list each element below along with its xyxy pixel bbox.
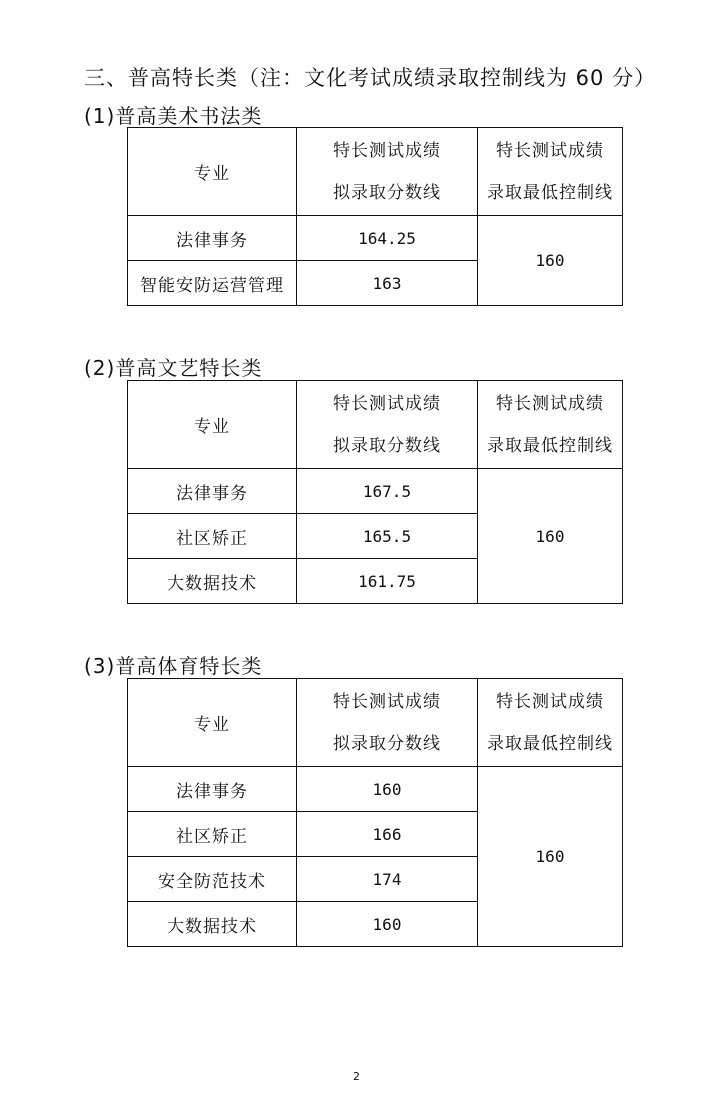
header-min-control-line1: 特长测试成绩 xyxy=(496,140,604,161)
score-cell: 165.5 xyxy=(297,514,478,559)
page-number: 2 xyxy=(353,1070,360,1083)
performing-arts-table xyxy=(127,380,623,604)
header-min-control-line1: 特长测试成绩 xyxy=(496,393,604,414)
header-admission-score-line1: 特长测试成绩 xyxy=(333,140,441,161)
header-min-control-line2: 录取最低控制线 xyxy=(487,182,613,203)
table-row xyxy=(128,216,623,261)
header-admission-score-line2: 拟录取分数线 xyxy=(333,435,441,456)
score-cell: 167.5 xyxy=(297,469,478,514)
header-admission-score-line2: 拟录取分数线 xyxy=(333,182,441,203)
section-1-title: (1)普高美术书法类 xyxy=(84,104,263,128)
major-cell: 大数据技术 xyxy=(128,559,297,604)
section-heading: 三、普高特长类（注：文化考试成绩录取控制线为 60 分） xyxy=(84,66,657,90)
score-cell: 174 xyxy=(297,857,478,902)
major-cell: 法律事务 xyxy=(128,469,297,514)
major-cell: 社区矫正 xyxy=(128,812,297,857)
sports-table xyxy=(127,678,623,947)
header-min-control-line xyxy=(478,381,623,469)
major-cell: 大数据技术 xyxy=(128,902,297,947)
section-3-title: (3)普高体育特长类 xyxy=(84,654,263,678)
score-cell: 160 xyxy=(297,767,478,812)
table-row xyxy=(128,767,623,812)
score-cell: 164.25 xyxy=(297,216,478,261)
major-cell: 社区矫正 xyxy=(128,514,297,559)
header-min-control-line2: 录取最低控制线 xyxy=(487,435,613,456)
header-admission-score xyxy=(297,128,478,216)
section-2-title: (2)普高文艺特长类 xyxy=(84,356,263,380)
min-score-cell: 160 xyxy=(478,216,623,306)
major-cell: 安全防范技术 xyxy=(128,857,297,902)
header-min-control-line xyxy=(478,128,623,216)
score-cell: 166 xyxy=(297,812,478,857)
header-major: 专业 xyxy=(128,128,297,216)
header-major: 专业 xyxy=(128,381,297,469)
min-score-cell: 160 xyxy=(478,767,623,947)
header-min-control-line1: 特长测试成绩 xyxy=(496,691,604,712)
header-admission-score-line1: 特长测试成绩 xyxy=(333,393,441,414)
header-major: 专业 xyxy=(128,679,297,767)
art-calligraphy-table xyxy=(127,127,623,306)
header-admission-score xyxy=(297,679,478,767)
header-admission-score xyxy=(297,381,478,469)
score-cell: 161.75 xyxy=(297,559,478,604)
score-cell: 160 xyxy=(297,902,478,947)
major-cell: 智能安防运营管理 xyxy=(128,261,297,306)
score-cell: 163 xyxy=(297,261,478,306)
header-admission-score-line2: 拟录取分数线 xyxy=(333,733,441,754)
table-row xyxy=(128,469,623,514)
min-score-cell: 160 xyxy=(478,469,623,604)
header-min-control-line xyxy=(478,679,623,767)
major-cell: 法律事务 xyxy=(128,216,297,261)
header-admission-score-line1: 特长测试成绩 xyxy=(333,691,441,712)
header-min-control-line2: 录取最低控制线 xyxy=(487,733,613,754)
major-cell: 法律事务 xyxy=(128,767,297,812)
